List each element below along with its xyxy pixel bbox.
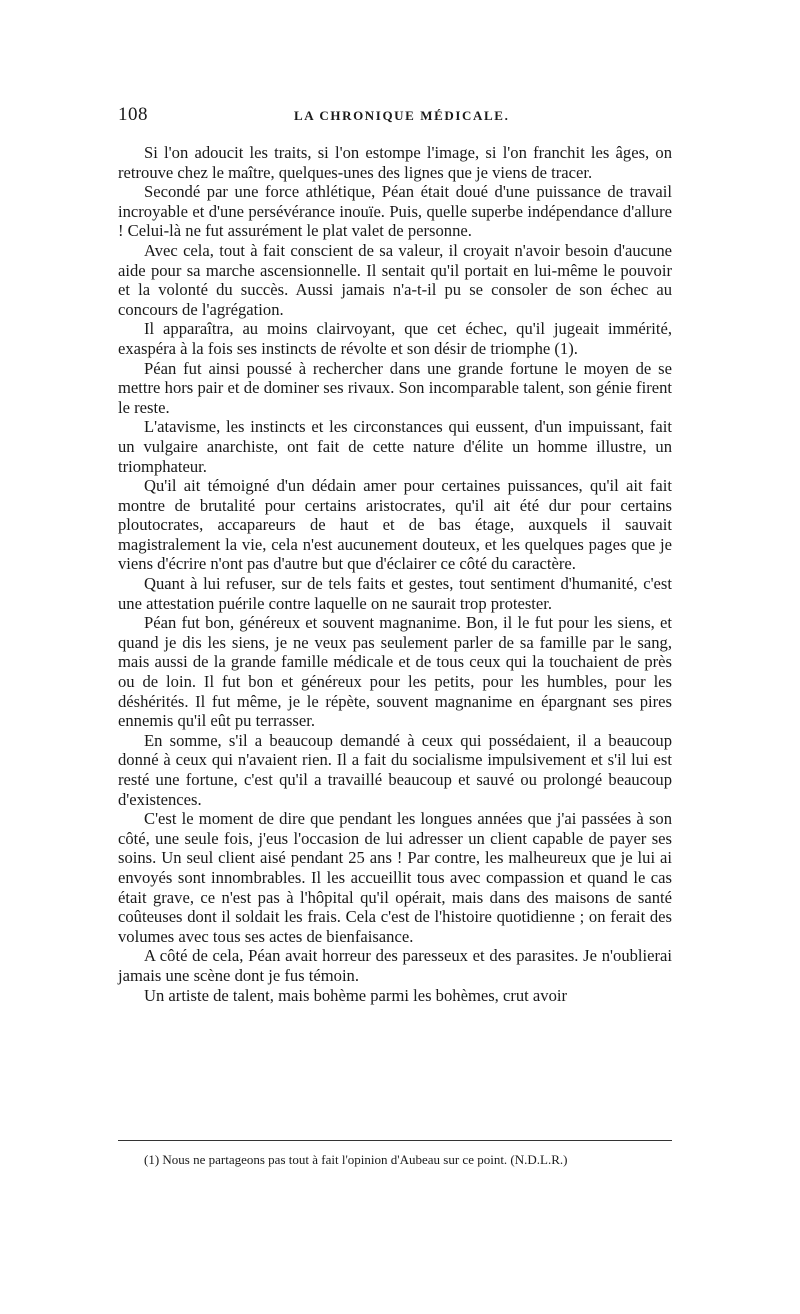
footnote: (1) Nous ne partageons pas tout à fait l'opinion d'Aubeau sur ce point. (N.D.L.R.) xyxy=(144,1152,568,1167)
paragraph: Il apparaîtra, au moins clairvoyant, que cet échec, qu'il jugeait immérité, exaspéra à la fois ses instincts de révolte et son désir de triomphe (1). xyxy=(118,319,672,358)
paragraph: Péan fut bon, généreux et souvent magnanime. Bon, il le fut pour les siens, et quand je dis les siens, je ne veux pas seulement parler de sa famille par le sang, mais aussi de la grande famille médicale et de tous ceux qui la touchaient de près ou de loin. Il fut bon et généreux pour les petits, pour les humbles, pour les déshérités. Il fut même, je le répète, souvent magnanime en épargnant ses pires ennemis qu'il eût pu terrasser. xyxy=(118,613,672,731)
paragraph: En somme, s'il a beaucoup demandé à ceux qui possédaient, il a beaucoup donné à ceux qui n'avaient rien. Il a fait du socialisme impulsivement et s'il lui est resté une fortune, c'est qu'il a travaillé beaucoup et sauvé ou prolongé beaucoup d'existences. xyxy=(118,730,672,809)
running-title: LA CHRONIQUE MÉDICALE. xyxy=(294,108,510,123)
paragraph: Qu'il ait témoigné d'un dédain amer pour certaines puissances, qu'il ait fait montre de brutalité pour certains aristocrates, qu'il ait été dur pour certains ploutocrates, accapareurs de haut et de bas étage, auxquels il sauvait magistralement la vie, cela n'est aucunement douteux, et les quelques pages que je viens d'écrire n'ont pas d'autre but que d'éclairer ce côté du caractère. xyxy=(118,476,672,574)
paragraph: A côté de cela, Péan avait horreur des paresseux et des parasites. Je n'oublierai jamais une scène dont je fus témoin. xyxy=(118,946,672,985)
paragraph: Secondé par une force athlétique, Péan était doué d'une puissance de travail incroyable et d'une persévérance inouïe. Puis, quelle superbe indépendance d'allure ! Celui-là ne fut assurément le plat valet de personne. xyxy=(118,182,672,241)
paragraph: Si l'on adoucit les traits, si l'on estompe l'image, si l'on franchit les âges, on retrouve chez le maître, quelques-unes des lignes que je viens de tracer. xyxy=(118,143,672,182)
body-text xyxy=(118,143,672,1005)
page-header xyxy=(118,104,678,132)
paragraph: Un artiste de talent, mais bohème parmi les bohèmes, crut avoir xyxy=(144,985,568,1005)
paragraph: Quant à lui refuser, sur de tels faits et gestes, tout sentiment d'humanité, c'est une attestation puérile contre laquelle on ne saurait trop protester. xyxy=(118,574,672,613)
paragraph: Péan fut ainsi poussé à rechercher dans une grande fortune le moyen de se mettre hors pair et de dominer ses rivaux. Son incomparable talent, son génie firent le reste. xyxy=(118,358,672,417)
paragraph: Avec cela, tout à fait conscient de sa valeur, il croyait n'avoir besoin d'aucune aide pour sa marche ascensionnelle. Il sentait qu'il portait en lui-même le pouvoir et la volonté du succès. Aussi jamais n'a-t-il pu se consoler de son échec au concours de l'agrégation. xyxy=(118,240,672,319)
page-number: 108 xyxy=(118,104,148,125)
paragraph: C'est le moment de dire que pendant les longues années que j'ai passées à son côté, une seule fois, j'eus l'occasion de lui adresser un client capable de payer ses soins. Un seul client aisé pendant 25 ans ! Par contre, les malheureux que je lui ai envoyés sont innombrables. Il les accueillit tous avec compassion et quand le cas était grave, ce n'est pas à l'hôpital qu'il opérait, mais dans des maisons de santé coûteuses dont il soldait les frais. Cela c'est de l'histoire quotidienne ; on ferait des volumes avec tous ses actes de bienfaisance. xyxy=(118,809,672,946)
paragraph: L'atavisme, les instincts et les circonstances qui eussent, d'un impuissant, fait un vulgaire anarchiste, ont fait de cette nature d'élite un homme illustre, un triomphateur. xyxy=(118,417,672,476)
footnote-divider xyxy=(118,1140,672,1141)
